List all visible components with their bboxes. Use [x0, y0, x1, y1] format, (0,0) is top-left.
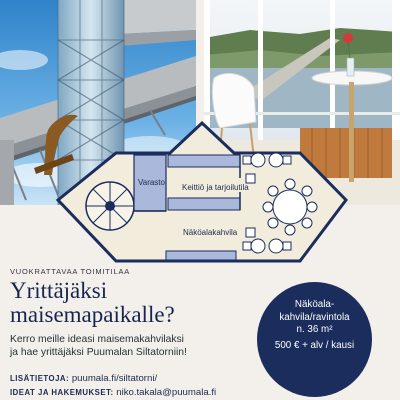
room-label-kitchen: Keittiö ja tarjoilutila [182, 183, 249, 192]
badge-line-1: Näköala- [294, 299, 335, 310]
kitchen-counter-bottom [168, 198, 240, 210]
contact-ideas [10, 387, 216, 398]
contact-info [10, 373, 157, 384]
badge-price: 500 € + alv / kausi [274, 339, 355, 351]
badge-area: n. 36 m² [296, 324, 333, 335]
headline [10, 279, 175, 327]
info-label: LISÄTIETOJA: [10, 374, 70, 383]
room-label-cafe: Näköalakahvila [183, 228, 238, 237]
spiral-staircase [86, 182, 134, 230]
badge-line-2: kahvila/ravintola [279, 311, 350, 323]
info-link[interactable]: puumala.fi/siltatorni/ [71, 373, 158, 384]
offer-badge [257, 282, 372, 397]
floor-plan [0, 118, 400, 268]
lead-line-2: ja hae yrittäjäksi Puumalan Siltatorniin! [10, 347, 187, 358]
room-label-storage: Varasto [138, 178, 165, 187]
headline-line-1: Yrittäjäksi [10, 278, 108, 303]
ideas-email[interactable]: niko.takala@puumala.fi [116, 387, 217, 398]
lead-line-1: Kerro meille ideasi maisemakahvilaksi [10, 334, 184, 345]
headline-line-2: maisemapaikalle? [10, 302, 175, 327]
lead-text [10, 333, 187, 359]
kicker: VUOKRATTAVAA TOIMITILAA [10, 267, 131, 276]
ideas-label: IDEAT JA HAKEMUKSET: [10, 388, 114, 397]
kitchen-counter-top [168, 155, 240, 167]
